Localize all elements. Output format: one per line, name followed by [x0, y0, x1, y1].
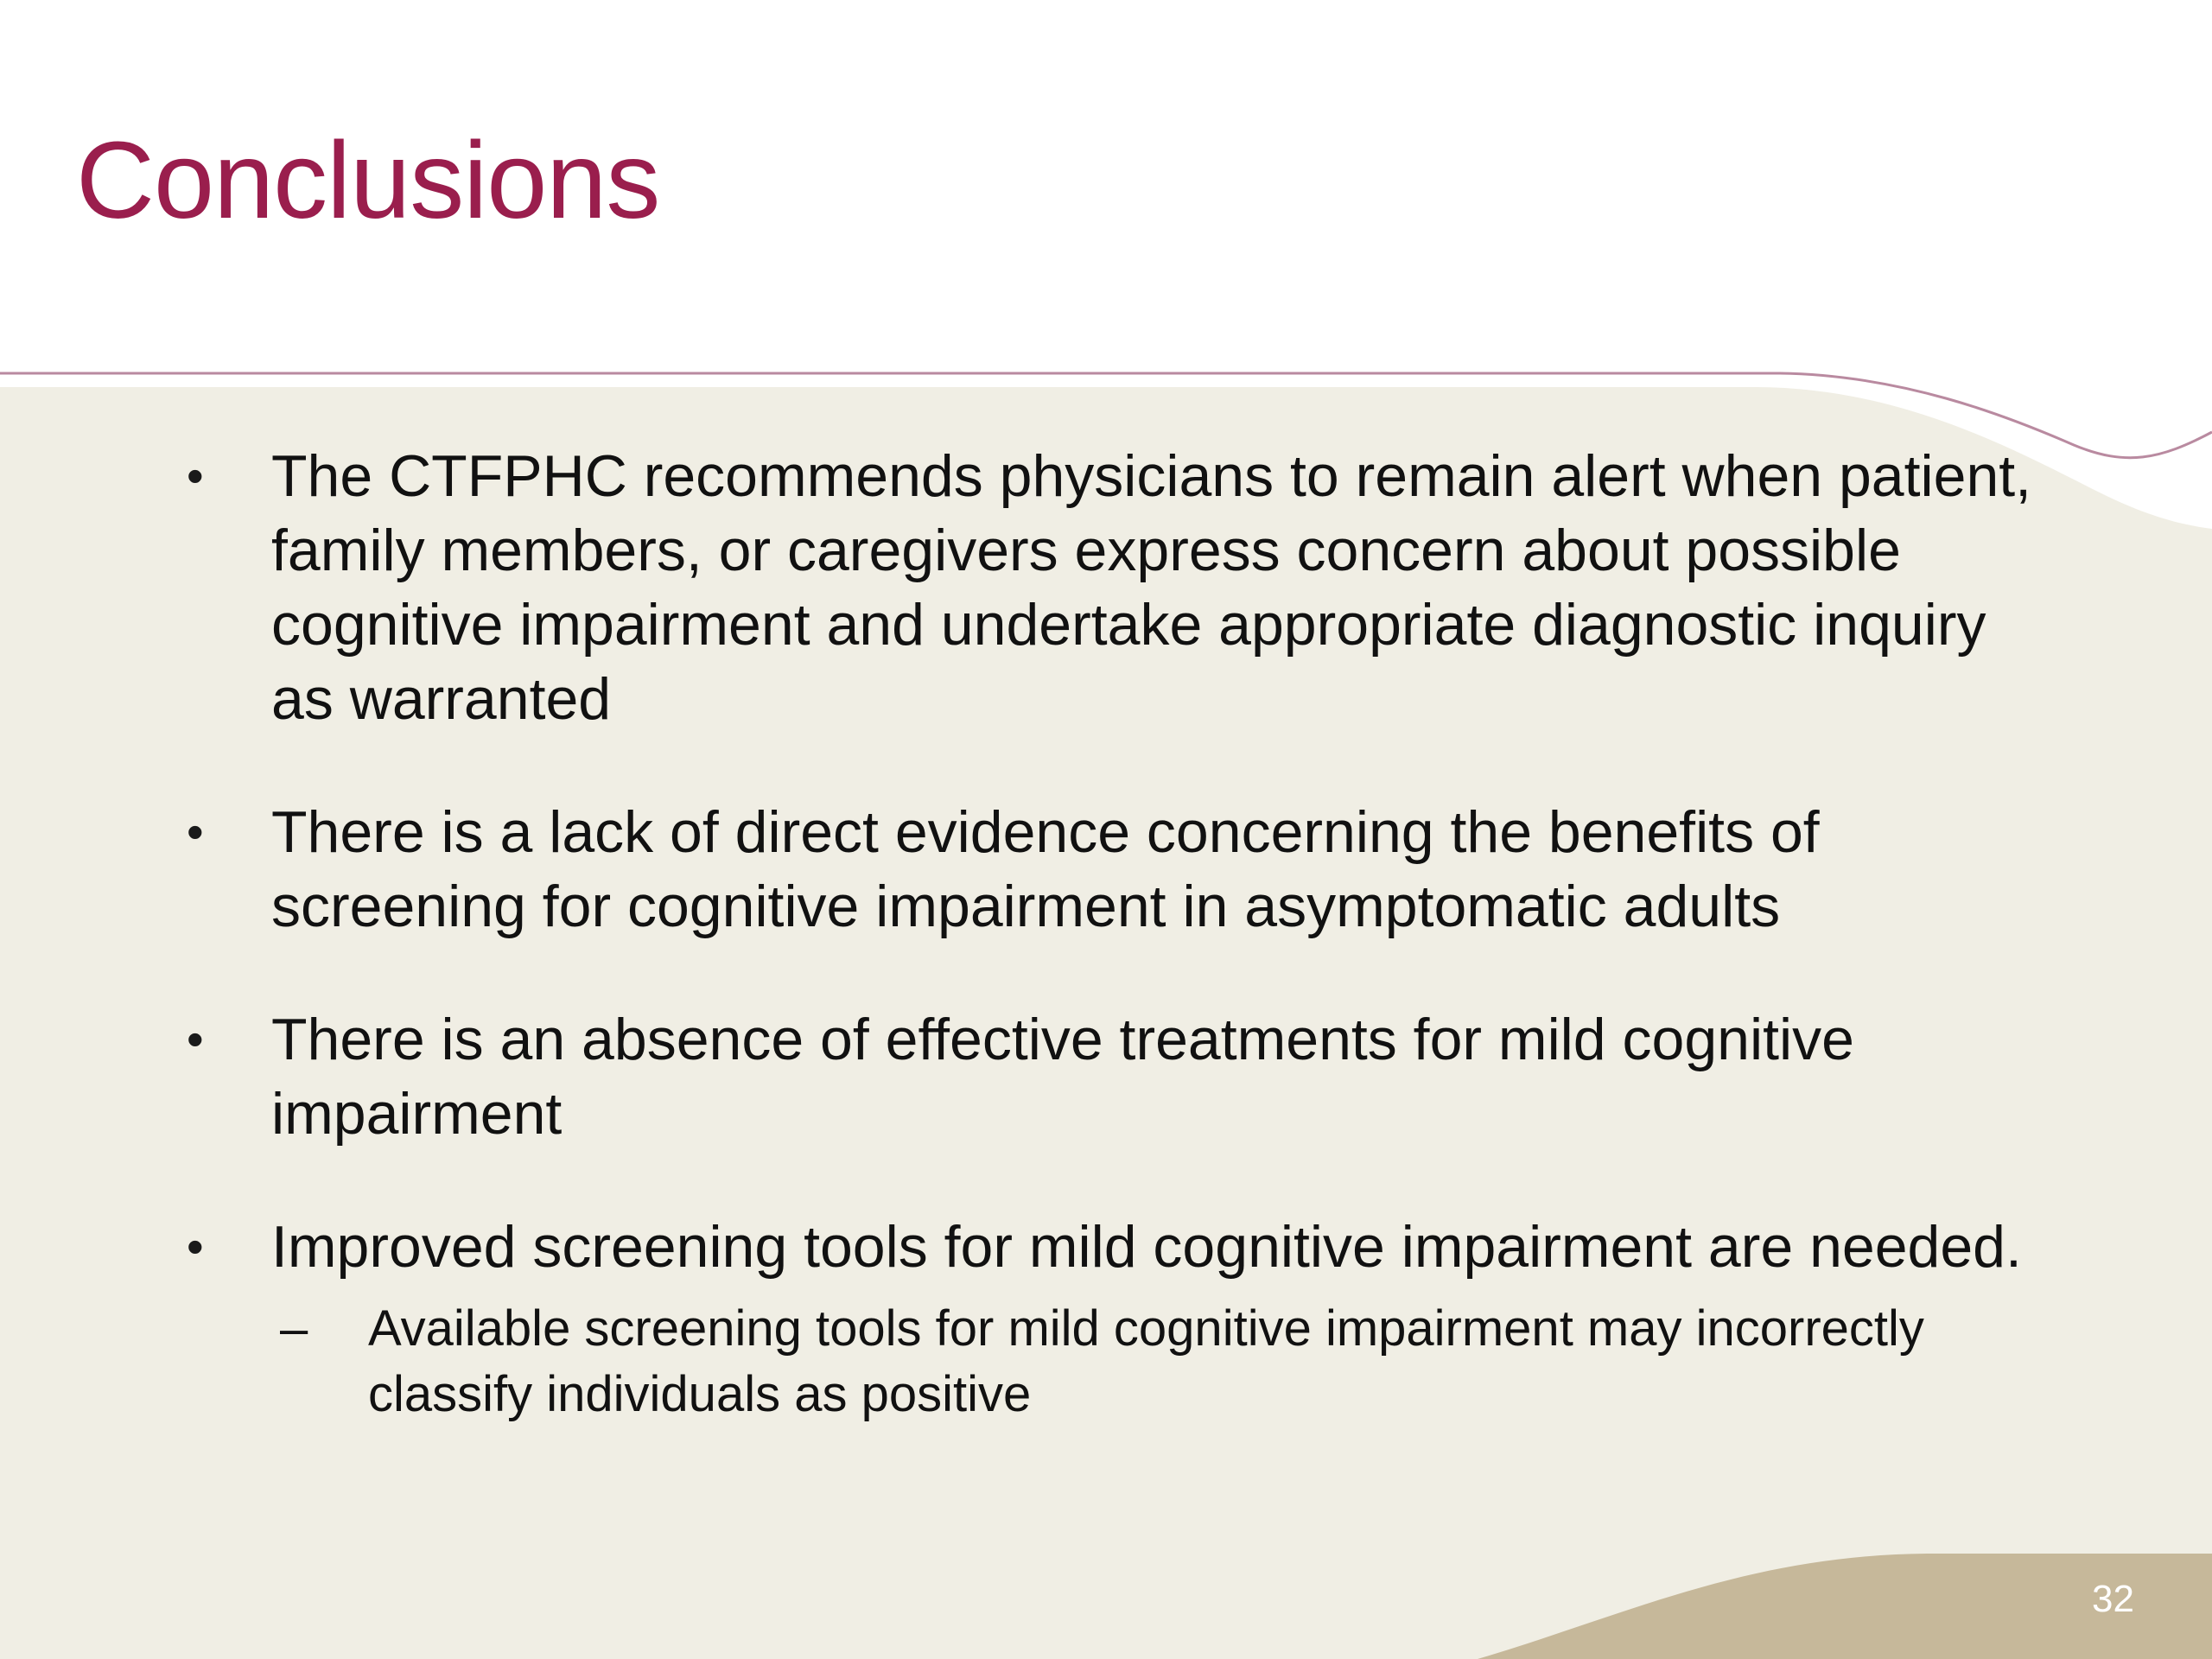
bullet-marker: •	[187, 1219, 204, 1274]
sub-bullet-text: Available screening tools for mild cognitive impairment may incorrectly classify individuals as positive	[368, 1300, 1924, 1422]
bullet-text: Improved screening tools for mild cognitive impairment are needed.	[271, 1214, 2022, 1280]
sub-bullet-list	[271, 1296, 2039, 1427]
bullet-marker: •	[187, 804, 204, 859]
bullet-item	[181, 1002, 2039, 1151]
bullet-text: The CTFPHC recommends physicians to remain alert when patient, family members, or caregivers express concern about possible cognitive impairment and undertake appropriate diagnostic inquiry as warranted	[271, 443, 2032, 732]
bullet-list	[181, 439, 2039, 1427]
bullet-item	[181, 439, 2039, 736]
bullet-marker: •	[187, 1012, 204, 1066]
bullet-item	[181, 795, 2039, 944]
bullet-text: There is a lack of direct evidence concerning the benefits of screening for cognitive impairment in asymptomatic adults	[271, 799, 1820, 939]
page-title: Conclusions	[76, 119, 660, 241]
slide-number: 32	[2092, 1578, 2134, 1620]
bullet-text: There is an absence of effective treatments for mild cognitive impairment	[271, 1007, 1854, 1147]
bullet-item	[181, 1210, 2039, 1427]
sub-bullet-marker: –	[280, 1300, 308, 1357]
sub-bullet-item	[271, 1296, 2039, 1427]
bullet-marker: •	[187, 448, 204, 503]
